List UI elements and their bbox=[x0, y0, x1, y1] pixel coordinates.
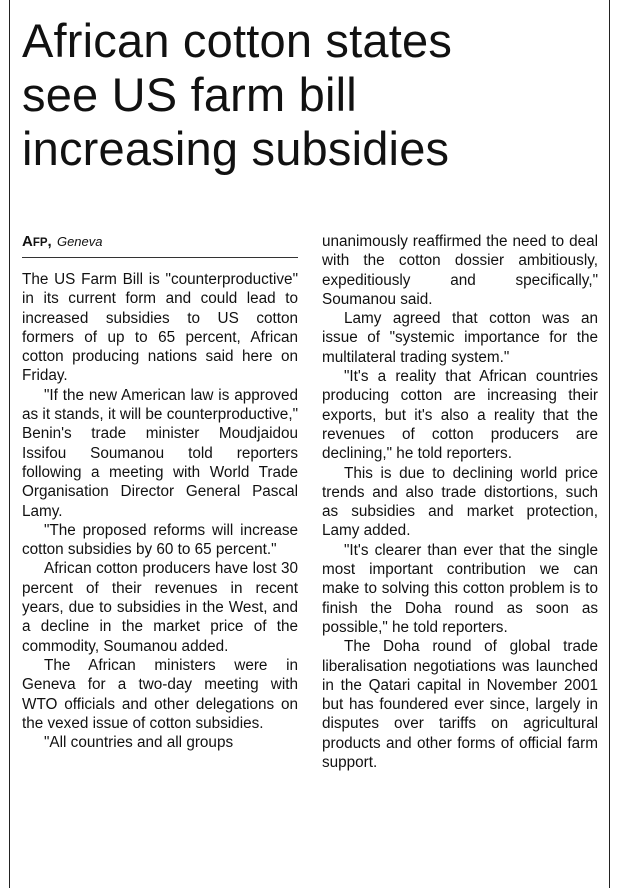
paragraph: Lamy agreed that cotton was an issue of "systemic importance for the multilateral trading system." bbox=[322, 310, 598, 366]
headline-line-2: see US farm bill bbox=[22, 68, 357, 121]
paragraph: The Doha round of global trade liberalisation negotiations was launched in the Qatari capital in November 2001 but has foundered ever since, largely in disputes over tariffs on agricultural products and other forms of official farm support. bbox=[322, 638, 598, 772]
right-column-rule bbox=[609, 0, 610, 888]
paragraph: "It's clearer than ever that the single most important contribution we can make to solving this cotton problem is to finish the Doha round as soon as possible," he told reporters. bbox=[322, 541, 598, 636]
byline-separator: , bbox=[47, 233, 52, 250]
paragraph: The African ministers were in Geneva for a two-day meeting with WTO officials and other delegations on the vexed issue of cotton subsidies. bbox=[22, 656, 298, 732]
agency-name bbox=[22, 233, 52, 250]
paragraph: African cotton producers have lost 30 percent of their revenues in recent years, due to subsidies in the West, and a decline in the market price of the commodity, Soumanou added. bbox=[22, 560, 298, 655]
paragraph: unanimously reaffirmed the need to deal with the cotton dossier ambitiously, expeditiously and specifically," Soumanou said. bbox=[322, 233, 598, 308]
paragraph: "It's a reality that African countries producing cotton are increasing their exports, but it's also a reality that the revenues of cotton producers are declining," he told reporters. bbox=[322, 368, 598, 463]
article-column-2 bbox=[322, 232, 598, 772]
byline bbox=[22, 232, 298, 252]
headline bbox=[22, 14, 602, 176]
headline-line-3: increasing subsidies bbox=[22, 122, 450, 175]
paragraph: The US Farm Bill is "counterproductive" in its current form and could lead to increased subsidies to US cotton formers of up to 65 percent, African cotton producing nations said here on Friday. bbox=[22, 271, 298, 385]
byline-divider bbox=[22, 257, 298, 258]
headline-line-1: African cotton states bbox=[22, 14, 453, 67]
article-column-1 bbox=[22, 232, 298, 752]
paragraph: This is due to declining world price trends and also trade distortions, such as subsidies and market protection, Lamy added. bbox=[322, 464, 598, 540]
agency-rest: FP bbox=[32, 237, 48, 249]
left-column-rule bbox=[9, 0, 10, 888]
dateline-location: Geneva bbox=[56, 234, 103, 249]
paragraph: "If the new American law is approved as it stands, it will be counterproductive," Benin's trade minister Moudjaidou Issifou Soumanou told reporters following a meeting with World Trade Organisation Director General Pascal Lamy. bbox=[22, 386, 298, 520]
paragraph: "The proposed reforms will increase cotton subsidies by 60 to 65 percent." bbox=[22, 521, 298, 559]
paragraph: "All countries and all groups bbox=[44, 734, 234, 752]
agency-initial: A bbox=[22, 233, 33, 250]
